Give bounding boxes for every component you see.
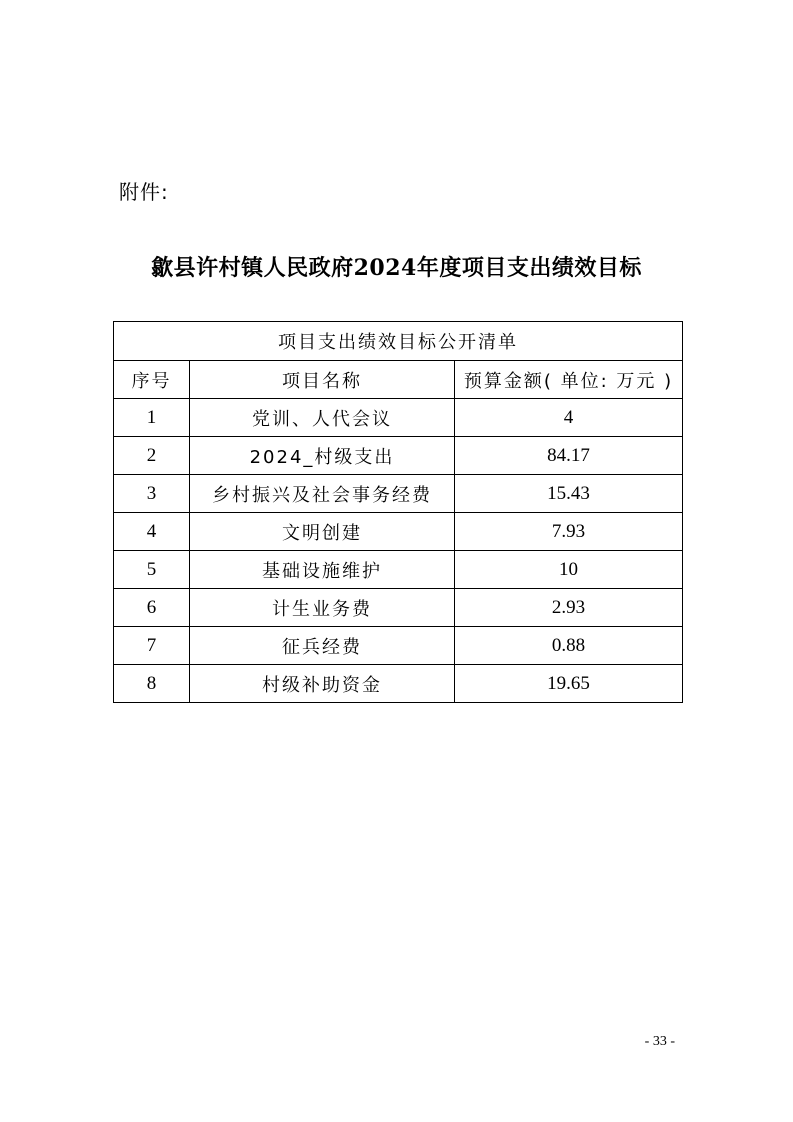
table-caption: 项目支出绩效目标公开清单 bbox=[114, 322, 683, 361]
table-row bbox=[114, 513, 683, 551]
row-no: 8 bbox=[114, 665, 190, 703]
row-project-name: 村级补助资金 bbox=[190, 665, 455, 703]
table-row bbox=[114, 437, 683, 475]
row-project-name: 基础设施维护 bbox=[190, 551, 455, 589]
table-caption-row bbox=[114, 322, 683, 361]
table-row bbox=[114, 627, 683, 665]
row-budget-amount: 4 bbox=[455, 399, 683, 437]
table-header-row bbox=[114, 361, 683, 399]
row-budget-amount: 10 bbox=[455, 551, 683, 589]
row-no: 6 bbox=[114, 589, 190, 627]
row-budget-amount: 84.17 bbox=[455, 437, 683, 475]
row-no: 5 bbox=[114, 551, 190, 589]
row-project-name: 党训、人代会议 bbox=[190, 399, 455, 437]
attachment-label: 附件: bbox=[119, 180, 169, 204]
row-project-name: 文明创建 bbox=[190, 513, 455, 551]
row-project-name: 征兵经费 bbox=[190, 627, 455, 665]
row-budget-amount: 19.65 bbox=[455, 665, 683, 703]
row-project-name: 计生业务费 bbox=[190, 589, 455, 627]
row-no: 1 bbox=[114, 399, 190, 437]
table-row bbox=[114, 589, 683, 627]
row-budget-amount: 0.88 bbox=[455, 627, 683, 665]
row-budget-amount: 15.43 bbox=[455, 475, 683, 513]
row-budget-amount: 2.93 bbox=[455, 589, 683, 627]
header-budget-amount: 预算金额( 单位: 万元 ) bbox=[455, 361, 683, 399]
document-title: 歙县许村镇人民政府2024年度项目支出绩效目标 bbox=[151, 255, 642, 281]
table-row bbox=[114, 551, 683, 589]
table-row bbox=[114, 399, 683, 437]
header-project-name: 项目名称 bbox=[190, 361, 455, 399]
row-project-name: 乡村振兴及社会事务经费 bbox=[190, 475, 455, 513]
row-budget-amount: 7.93 bbox=[455, 513, 683, 551]
row-no: 2 bbox=[114, 437, 190, 475]
row-no: 4 bbox=[114, 513, 190, 551]
table-row bbox=[114, 475, 683, 513]
header-no: 序号 bbox=[114, 361, 190, 399]
page-number: - 33 - bbox=[644, 1034, 675, 1049]
row-no: 3 bbox=[114, 475, 190, 513]
row-project-name: 2024_村级支出 bbox=[190, 437, 455, 475]
table-row bbox=[114, 665, 683, 703]
performance-targets-table bbox=[113, 321, 683, 703]
row-no: 7 bbox=[114, 627, 190, 665]
